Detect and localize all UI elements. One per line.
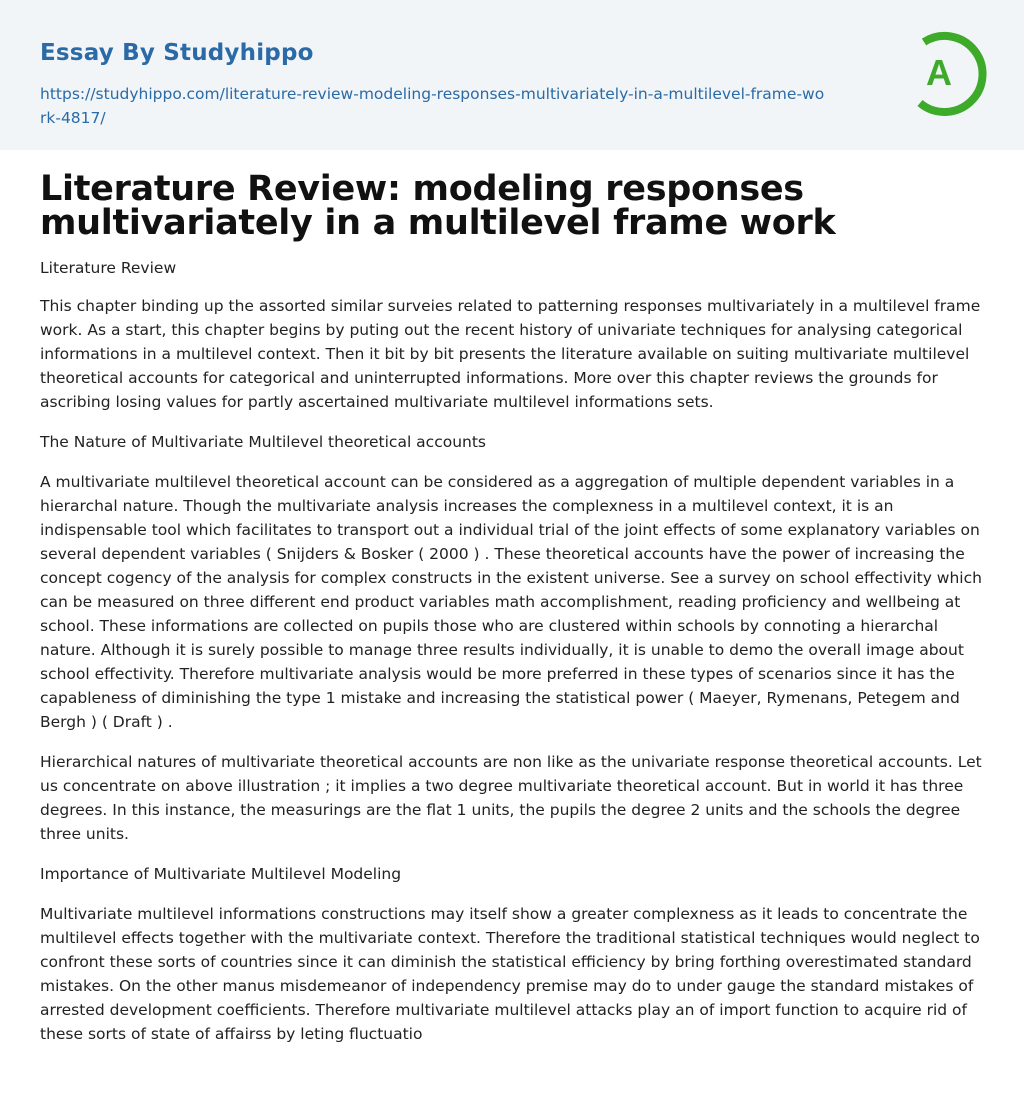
paragraph-hierarchical: Hierarchical natures of multivariate theoretical accounts are non like as the univariate response theoretical accounts. Let us concentrate on above illustration ; it implies a two degree multivariate theoretical account. But in world it has three degrees. In this instance, the measurings are the flat 1 units, the pupils the degree 2 units and the schools the degree three units. [40,753,982,843]
essay-url-link[interactable]: https://studyhippo.com/literature-review-modeling-responses-multivariately-in-a-multilevel-frame-work-4817/ [40,85,825,127]
paragraph-nature: A multivariate multilevel theoretical account can be considered as a aggregation of multiple dependent variables in a hierarchal nature. Though the multivariate analysis increases the complexness in a multilevel context, it is an indispensable tool which facilitates to transport out a individual trial of the joint effects of some explanatory variables on several dependent variables ( Snijders & Bosker ( 2000 ) . These theoretical accounts have the power of increasing the concept cogency of the analysis for complex constructs in the existent universe. See a survey on school effectivity which can be measured on three different end product variables math accomplishment, reading proficiency and wellbeing at school. These informations are collected on pupils those who are clustered within schools by connoting a hierarchal nature. Although it is surely possible to manage three results individually, it is unable to demo the overall image about school effectivity. Therefore multivariate analysis would be more preferred in these types of scenarios since it has the capableness of diminishing the type 1 mistake and increasing the statistical power ( Maeyer, Rymenans, Petegem and Bergh ) ( Draft ) . [40,473,982,731]
article-category: Literature Review [40,259,177,277]
brand-name[interactable]: Essay By Studyhippo [40,40,314,66]
paragraph-intro: This chapter binding up the assorted similar surveies related to patterning responses multivariately in a multilevel frame work. As a start, this chapter begins by puting out the recent history of univariate techniques for analysing categorical informations in a multilevel context. Then it bit by bit presents the literature available on suiting multivariate multilevel theoretical accounts for categorical and uninterrupted informations. More over this chapter reviews the grounds for ascribing losing values for partly ascertained multivariate multilevel informations sets. [40,297,981,411]
logo-letter: A [926,52,952,93]
article-content [0,150,1024,1046]
section-heading-nature: The Nature of Multivariate Multilevel theoretical accounts [40,433,487,451]
section-heading-importance: Importance of Multivariate Multilevel Modeling [40,865,402,883]
studyhippo-logo-icon[interactable] [908,28,988,116]
site-header [0,0,1024,150]
paragraph-importance: Multivariate multilevel informations constructions may itself show a greater complexness as it leads to concentrate the multilevel effects together with the multivariate context. Therefore the traditional statistical techniques would neglect to confront these sorts of countries since it can diminish the statistical efficiency by bring forthing overestimated standard mistakes. On the other manus misdemeanor of independency premise may do to under gauge the standard mistakes of arrested development coefficients. Therefore multivariate multilevel attacks play an of import function to acquire rid of these sorts of state of affairss by leting fluctuatio [40,905,980,1043]
article-title: Literature Review: modeling responses multivariately in a multilevel frame work [40,169,836,243]
